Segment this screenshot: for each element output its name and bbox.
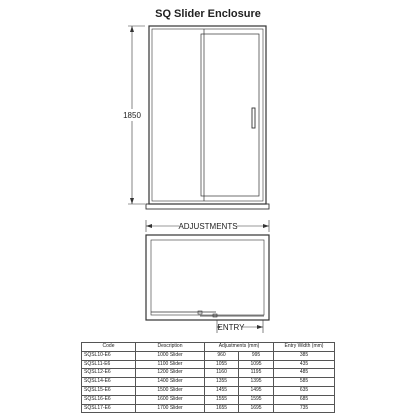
row-description: 1700 Slider bbox=[136, 404, 205, 413]
row-entry-width: 385 bbox=[274, 351, 335, 360]
row-code: SQSL14-E6 bbox=[82, 378, 136, 387]
door-handle bbox=[252, 108, 255, 128]
row-code: SQSL11-E6 bbox=[82, 360, 136, 369]
row-adj-min: 1160 bbox=[205, 369, 239, 378]
row-adj-max: 1395 bbox=[239, 378, 274, 387]
row-adj-max: 1595 bbox=[239, 395, 274, 404]
row-adj-max: 1495 bbox=[239, 386, 274, 395]
table-row bbox=[82, 404, 335, 413]
row-code: SQSL15-E6 bbox=[82, 386, 136, 395]
front-inner-frame bbox=[152, 29, 263, 201]
front-elevation bbox=[146, 26, 269, 209]
header-entry-width: Entry Width (mm) bbox=[274, 343, 335, 352]
diagram-title: SQ Slider Enclosure bbox=[155, 8, 261, 20]
table-row bbox=[82, 386, 335, 395]
adjustments-label: ADJUSTMENTS bbox=[178, 222, 238, 231]
row-code: SQSL12-E6 bbox=[82, 369, 136, 378]
plan-outer-frame bbox=[146, 235, 269, 320]
row-adj-max: 995 bbox=[239, 351, 274, 360]
plan-view bbox=[146, 235, 269, 320]
entry-label: ENTRY bbox=[217, 323, 245, 332]
row-description: 1600 Slider bbox=[136, 395, 205, 404]
row-entry-width: 485 bbox=[274, 369, 335, 378]
plan-inner-frame bbox=[151, 240, 264, 315]
row-description: 1000 Slider bbox=[136, 351, 205, 360]
row-entry-width: 585 bbox=[274, 378, 335, 387]
row-adj-min: 1455 bbox=[205, 386, 239, 395]
row-entry-width: 635 bbox=[274, 386, 335, 395]
row-adj-max: 1195 bbox=[239, 369, 274, 378]
row-adj-min: 1355 bbox=[205, 378, 239, 387]
height-label: 1850 bbox=[123, 111, 141, 120]
row-entry-width: 735 bbox=[274, 404, 335, 413]
spec-table bbox=[81, 342, 335, 413]
table-row bbox=[82, 395, 335, 404]
front-outer-frame bbox=[149, 26, 266, 204]
row-entry-width: 435 bbox=[274, 360, 335, 369]
sliding-door-frame bbox=[201, 34, 259, 196]
row-code: SQSL10-E6 bbox=[82, 351, 136, 360]
row-description: 1400 Slider bbox=[136, 378, 205, 387]
table-row bbox=[82, 351, 335, 360]
row-description: 1200 Slider bbox=[136, 369, 205, 378]
row-adj-min: 1555 bbox=[205, 395, 239, 404]
row-description: 1100 Slider bbox=[136, 360, 205, 369]
header-code: Code bbox=[82, 343, 136, 352]
row-code: SQSL17-E6 bbox=[82, 404, 136, 413]
row-adj-min: 960 bbox=[205, 351, 239, 360]
row-code: SQSL16-E6 bbox=[82, 395, 136, 404]
row-adj-max: 1095 bbox=[239, 360, 274, 369]
row-entry-width: 685 bbox=[274, 395, 335, 404]
row-adj-max: 1695 bbox=[239, 404, 274, 413]
table-row bbox=[82, 369, 335, 378]
table-header-row bbox=[82, 343, 335, 352]
table-row bbox=[82, 378, 335, 387]
row-adj-min: 1055 bbox=[205, 360, 239, 369]
shower-tray bbox=[146, 204, 269, 209]
header-adjustments: Adjustments (mm) bbox=[205, 343, 274, 352]
row-description: 1500 Slider bbox=[136, 386, 205, 395]
row-adj-min: 1655 bbox=[205, 404, 239, 413]
table-row bbox=[82, 360, 335, 369]
header-description: Description bbox=[136, 343, 205, 352]
